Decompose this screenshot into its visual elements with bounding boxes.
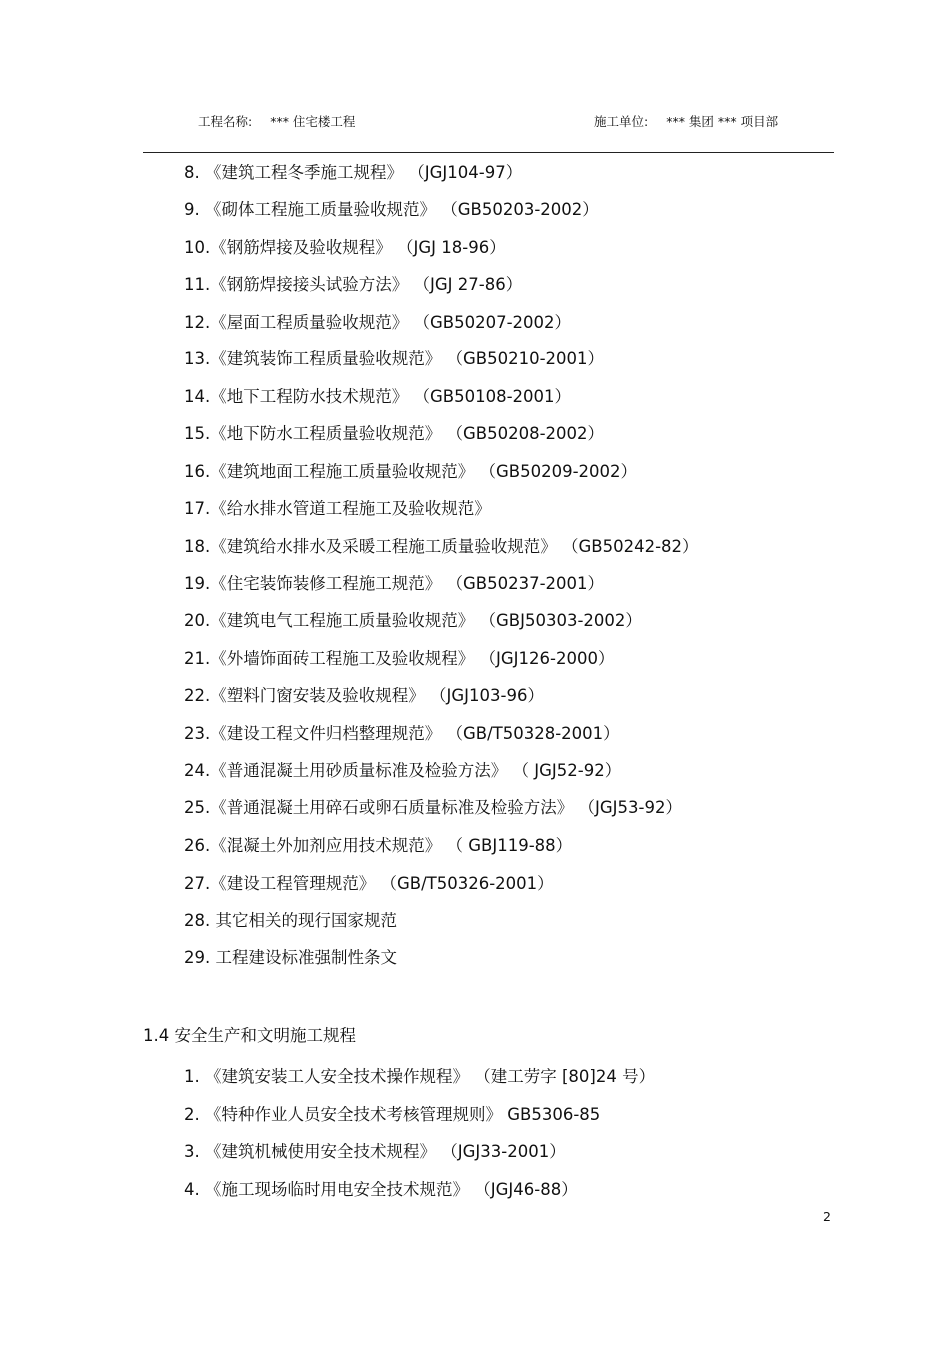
list-item: 14.《地下工程防水技术规范》 （GB50108-2001）: [184, 387, 572, 406]
header-unit: [594, 112, 778, 130]
list-item: 27.《建设工程管理规范》 （GB/T50326-2001）: [184, 874, 554, 893]
list-item: 16.《建筑地面工程施工质量验收规范》 （GB50209-2002）: [184, 462, 638, 481]
list-item: 19.《住宅装饰装修工程施工规范》 （GB50237-2001）: [184, 574, 605, 593]
header-project: [198, 112, 355, 130]
header-divider: [143, 152, 834, 153]
header-unit-label: 施工单位:: [594, 114, 649, 129]
list-item: 26.《混凝土外加剂应用技术规范》 （ GBJ119-88）: [184, 836, 573, 855]
section-heading: 1.4 安全生产和文明施工规程: [143, 1026, 356, 1045]
list-item: 1. 《建筑安装工人安全技术操作规程》 （建工劳字 [80]24 号）: [184, 1067, 656, 1086]
list-item: 23.《建设工程文件归档整理规范》 （GB/T50328-2001）: [184, 724, 620, 743]
list-item: 12.《屋面工程质量验收规范》 （GB50207-2002）: [184, 313, 572, 332]
list-item: 21.《外墙饰面砖工程施工及验收规程》 （JGJ126-2000）: [184, 649, 615, 668]
header-unit-value: *** 集团 *** 项目部: [666, 114, 779, 129]
list-item: 24.《普通混凝土用砂质量标准及检验方法》 （ JGJ52-92）: [184, 761, 622, 780]
list-item: 4. 《施工现场临时用电安全技术规范》 （JGJ46-88）: [184, 1180, 578, 1199]
list-item: 2. 《特种作业人员安全技术考核管理规则》 GB5306-85: [184, 1105, 601, 1124]
header-project-label: 工程名称:: [198, 114, 253, 129]
page-number: 2: [823, 1209, 831, 1224]
list-item: 13.《建筑装饰工程质量验收规范》 （GB50210-2001）: [184, 349, 605, 368]
list-item: 3. 《建筑机械使用安全技术规程》 （JGJ33-2001）: [184, 1142, 566, 1161]
list-item: 10.《钢筋焊接及验收规程》 （JGJ 18-96）: [184, 238, 506, 257]
list-item: 29. 工程建设标准强制性条文: [184, 948, 397, 967]
list-item: 17.《给水排水管道工程施工及验收规范》: [184, 499, 491, 518]
list-item: 25.《普通混凝土用碎石或卵石质量标准及检验方法》 （JGJ53-92）: [184, 798, 682, 817]
list-item: 28. 其它相关的现行国家规范: [184, 911, 397, 930]
list-item: 11.《钢筋焊接接头试验方法》 （JGJ 27-86）: [184, 275, 523, 294]
list-item: 22.《塑料门窗安装及验收规程》 （JGJ103-96）: [184, 686, 544, 705]
list-item: 15.《地下防水工程质量验收规范》 （GB50208-2002）: [184, 424, 605, 443]
list-item: 8. 《建筑工程冬季施工规程》 （JGJ104-97）: [184, 163, 523, 182]
list-item: 9. 《砌体工程施工质量验收规范》 （GB50203-2002）: [184, 200, 599, 219]
list-item: 20.《建筑电气工程施工质量验收规范》 （GBJ50303-2002）: [184, 611, 642, 630]
header-project-value: *** 住宅楼工程: [270, 114, 356, 129]
list-item: 18.《建筑给水排水及采暖工程施工质量验收规范》 （GB50242-82）: [184, 537, 699, 556]
